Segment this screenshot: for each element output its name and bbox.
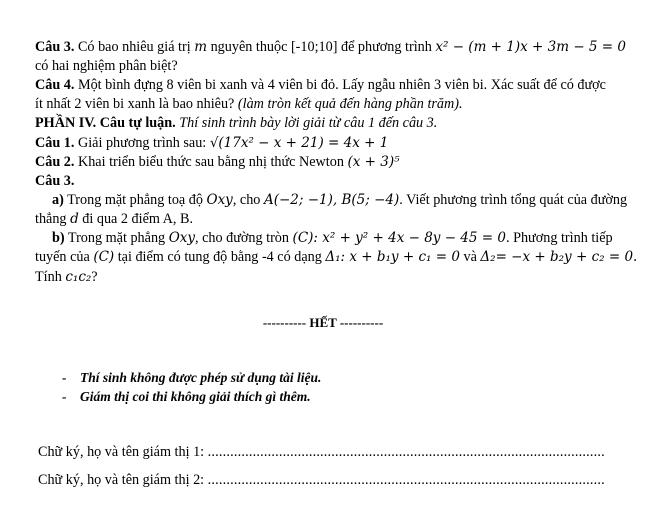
part-b-oxy: Oxy (168, 230, 195, 246)
part-b-text-1: Trong mặt phẳng (64, 230, 169, 246)
question-4-rounding-note: (làm tròn kết quả đến hàng phần trăm). (237, 96, 463, 112)
part-b-circle-c: (C) (93, 249, 115, 265)
note-2-text: Giám thị coi thi không giải thích gì thêm. (80, 389, 311, 404)
question-4-label: Câu 4. (35, 77, 75, 93)
part-b-text-2: , cho đường tròn (195, 230, 293, 246)
question-3-text-line-2: có hai nghiệm phân biệt? (35, 58, 178, 74)
note-no-explanation (62, 388, 311, 406)
part-b-tangent-2: Δ₂= −x + b₂y + c₂ = 0. (480, 249, 638, 265)
part-b-line-3-text-a: Tính (35, 269, 66, 285)
essay-question-3-label: Câu 3. (35, 173, 75, 189)
part-a-text-2: , cho (232, 192, 264, 208)
bullet-dash: - (62, 370, 67, 385)
part-4-instruction: Thí sinh trình bày lời giải từ câu 1 đến câu 3. (175, 115, 438, 131)
proctor-1-label: Chữ ký, họ và tên giám thị 1: (38, 444, 208, 460)
essay-question-2-label: Câu 2. (35, 154, 75, 170)
proctor-1-dotted-field: .......................................................................................................... (207, 444, 605, 460)
essay-question-1-label: Câu 1. (35, 135, 75, 151)
essay-question-2 (35, 153, 400, 171)
part-a-label: a) (52, 192, 64, 208)
part-a-text-1: Trong mặt phẳng toạ độ (63, 192, 207, 208)
proctor-2-signature-line (38, 471, 605, 489)
question-4-text-line-2: ít nhất 2 viên bi xanh là bao nhiêu? (35, 96, 238, 112)
essay-question-3a-line-2 (35, 210, 193, 228)
bullet-dash: - (62, 389, 67, 404)
question-3-line-1 (35, 38, 626, 56)
essay-question-1-equation: √(17x² − x + 21) = 4x + 1 (209, 135, 389, 151)
question-3-label: Câu 3. (35, 39, 75, 55)
question-4-line-1 (35, 76, 606, 94)
part-a-line-d: d (70, 211, 79, 227)
essay-question-3b-line-1 (52, 229, 613, 247)
question-4-text: Một bình đựng 8 viên bi xanh và 4 viên bi đỏ. Lấy ngẫu nhiên 3 viên bi. Xác suất để có được (74, 77, 606, 93)
note-no-materials (62, 369, 321, 387)
part-b-line-2-text-b: tại điểm có tung độ bằng -4 có dạng (114, 249, 326, 265)
question-3-var-m: m (194, 39, 208, 55)
part-a-line-2-text-b: đi qua 2 điểm A, B. (78, 211, 194, 227)
note-1-text: Thí sinh không được phép sử dụng tài liệu. (80, 370, 322, 385)
part-a-oxy: Oxy (206, 192, 233, 208)
essay-question-3b-line-3 (35, 268, 98, 286)
part-4-title: PHẦN IV. Câu tự luận. (35, 115, 176, 131)
essay-question-2-text: Khai triển biểu thức sau bằng nhị thức Newton (74, 154, 348, 170)
part-a-line-2-text-a: thẳng (35, 211, 71, 227)
part-b-tangent-1: Δ₁: x + b₁y + c₁ = 0 (325, 249, 460, 265)
part-b-product: c₁c₂ (65, 269, 92, 285)
part-b-text-3: . Phương trình tiếp (505, 230, 613, 246)
essay-question-1 (35, 134, 388, 152)
proctor-1-signature-line (38, 443, 605, 461)
question-3-line-2 (35, 57, 178, 75)
question-4-line-2 (35, 95, 463, 113)
question-3-text-b: nguyên thuộc [-10;10] để phương trình (207, 39, 436, 55)
essay-question-3b-line-2 (35, 248, 637, 266)
essay-question-3-heading (35, 172, 74, 190)
question-3-text-a: Có bao nhiêu giá trị (74, 39, 195, 55)
part-4-heading (35, 114, 437, 132)
part-a-text-3: . Viết phương trình tổng quát của đường (399, 192, 628, 208)
end-marker: ---------- HẾT ---------- (262, 315, 384, 330)
question-3-equation: x² − (m + 1)x + 3m − 5 = 0 (435, 39, 626, 55)
part-b-label: b) (52, 230, 65, 246)
essay-question-3a-line-1 (52, 191, 627, 209)
essay-question-1-text: Giải phương trình sau: (74, 135, 210, 151)
part-b-line-3-text-b: ? (91, 269, 98, 285)
essay-question-2-expression: (x + 3)⁵ (347, 154, 400, 170)
proctor-2-dotted-field: .......................................................................................................... (207, 472, 605, 488)
part-b-circle-equation: (C): x² + y² + 4x − 8y − 45 = 0 (292, 230, 506, 246)
proctor-2-label: Chữ ký, họ và tên giám thị 2: (38, 472, 208, 488)
part-b-line-2-text-a: tuyến của (35, 249, 94, 265)
part-a-points: A(−2; −1), B(5; −4) (263, 192, 400, 208)
part-b-line-2-text-c: và (459, 249, 481, 265)
